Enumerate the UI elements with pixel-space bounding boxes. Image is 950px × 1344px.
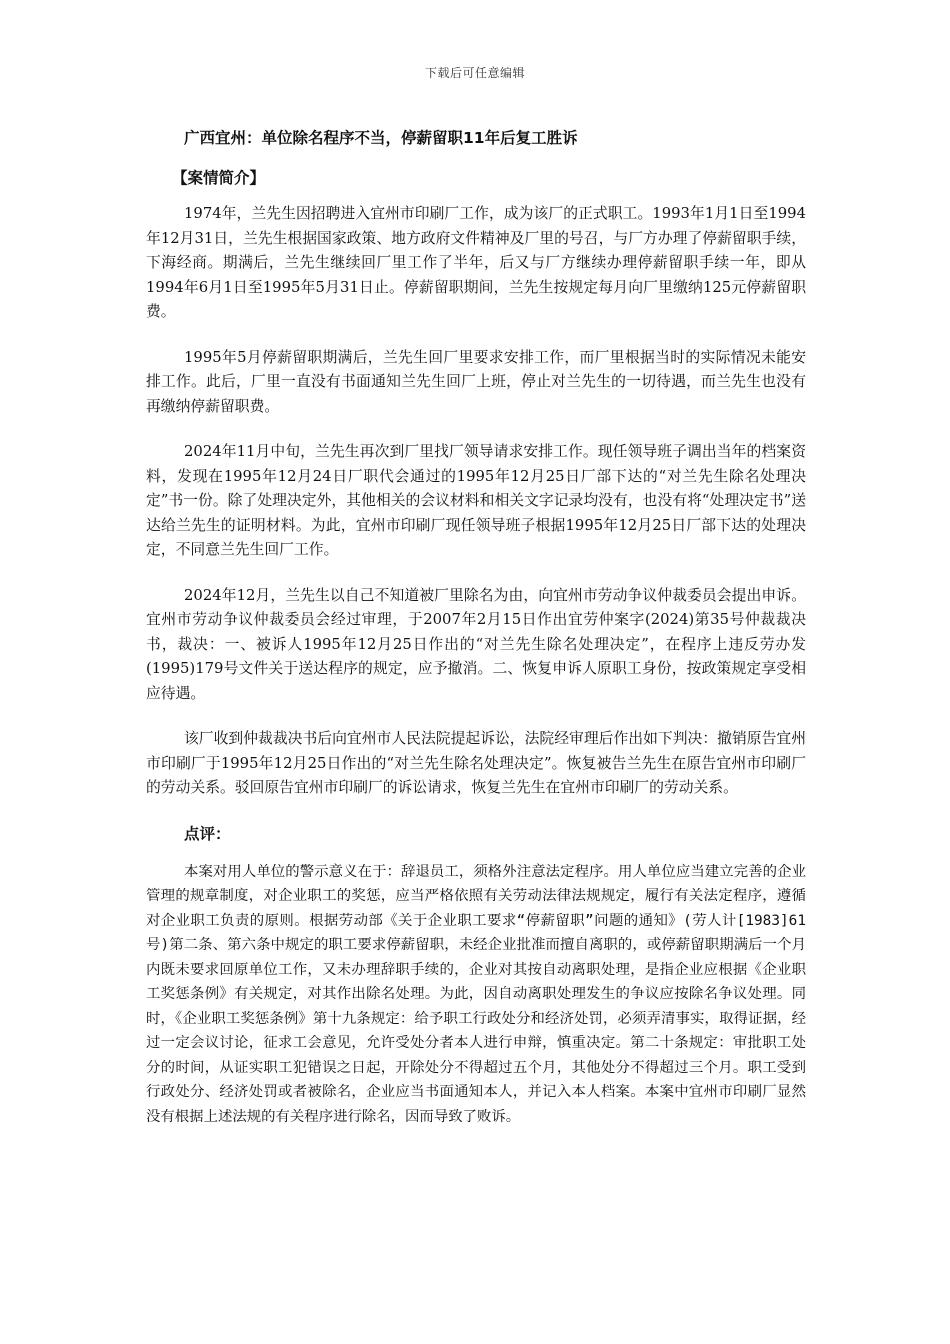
header-note: 下载后可任意编辑 bbox=[424, 66, 525, 80]
case-paragraph-4: 2024年12月，兰先生以自己不知道被厂里除名为由，向宜州市劳动争议仲裁委员会提出申诉。宜州市劳动争议仲裁委员会经过审理，于2007年2月15日作出宜劳仲案字(2024)第35号仲裁裁决书，裁决：一、被诉人1995年12月25日作出的“对兰先生除名处理决定”，在程序上违反劳办发(1995)179号文件关于送达程序的规定，应予撤消。二、恢复申诉人原职工身份，按政策规定享受相应待遇。 bbox=[146, 586, 806, 702]
comment-paragraph: 本案对用人单位的警示意义在于：辞退员工，须格外注意法定程序。用人单位应当建立完善的企业管理的规章制度，对企业职工的奖惩，应当严格依照有关劳动法律法规规定，履行有关法定程序，遵循对企业职工负责的原则。根据劳动部《关于企业职工要求“停薪留职”问题的通知》(劳人计[1983]61号)第二条、第六条中规定的职工要求停薪留职，未经企业批准而擅自离职的，或停薪留职期满后一个月内既未要求回原单位工作，又未办理辞职手续的，企业对其按自动离职处理，是指企业应根据《企业职工奖惩条例》有关规定，对其作出除名处理。为此，因自动离职处理发生的争议应按除名争议处理。同时，《企业职工奖惩条例》第十九条规定：给予职工行政处分和经济处罚，必须弄清事实，取得证据，经过一定会议讨论，征求工会意见，允许受处分者本人进行申辩，慎重决定。第二十条规定：审批职工处分的时间，从证实职工犯错误之日起，开除处分不得超过五个月，其他处分不得超过三个月。职工受到行政处分、经济处罚或者被除名，企业应当书面通知本人，并记入本人档案。本案中宜州市印刷厂显然没有根据上述法规的有关程序进行除名，因而导致了败诉。 bbox=[146, 863, 806, 1125]
document-body bbox=[146, 126, 806, 1129]
case-paragraph-1: 1974年，兰先生因招聘进入宜州市印刷厂工作，成为该厂的正式职工。1993年1月1日至1994年12月31日，兰先生根据国家政策、地方政府文件精神及厂里的号召，与厂方办理了停薪留职手续，下海经商。期满后，兰先生继续回厂里工作了半年，后又与厂方继续办理停薪留职手续一年，即从1994年6月1日至1995年5月31日止。停薪留职期间，兰先生按规定每月向厂里缴纳125元停薪留职费。 bbox=[146, 205, 806, 320]
comment-heading: 点评： bbox=[184, 824, 231, 843]
case-paragraph-2: 1995年5月停薪留职期满后，兰先生回厂里要求安排工作，而厂里根据当时的实际情况未能安排工作。此后，厂里一直没有书面通知兰先生回厂上班，停止对兰先生的一切待遇，而兰先生也没有再缴纳停薪留职费。 bbox=[146, 348, 806, 415]
case-paragraph-3: 2024年11月中旬，兰先生再次到厂里找厂领导请求安排工作。现任领导班子调出当年的档案资料，发现在1995年12月24日厂职代会通过的1995年12月25日厂部下达的“对兰先生除名处理决定”书一份。除了处理决定外，其他相关的会议材料和相关文字记录均没有，也没有将“处理决定书”送达给兰先生的证明材料。为此，宜州市印刷厂现任领导班子根据1995年12月25日厂部下达的处理决定，不同意兰先生回厂工作。 bbox=[146, 443, 806, 558]
case-paragraph-5: 该厂收到仲裁裁决书后向宜州市人民法院提起诉讼，法院经审理后作出如下判决：撤销原告宜州市印刷厂于1995年12月25日作出的“对兰先生除名处理决定”。恢复被告兰先生在原告宜州市印刷厂的劳动关系。驳回原告宜州市印刷厂的诉讼请求，恢复兰先生在宜州市印刷厂的劳动关系。 bbox=[146, 730, 806, 796]
document-title: 广西宜州：单位除名程序不当，停薪留职11年后复工胜诉 bbox=[184, 129, 578, 147]
case-summary-heading: 【案情简介】 bbox=[172, 169, 266, 187]
